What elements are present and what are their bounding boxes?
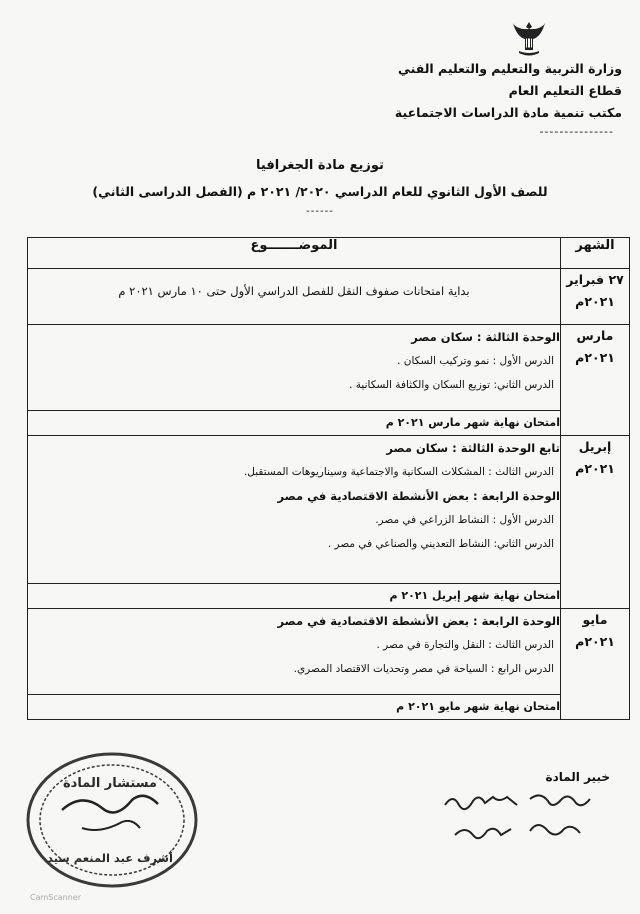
table-header-row <box>28 238 630 269</box>
lesson-item: الدرس الأول : النشاط الزراعي في مصر. <box>375 514 554 526</box>
month-column-header: الشهر <box>561 238 630 269</box>
expert-signatures <box>435 785 605 855</box>
official-stamp <box>22 748 202 893</box>
curriculum-table <box>27 237 630 720</box>
ministry-header <box>395 58 622 140</box>
topic-cell-march <box>28 325 561 411</box>
topic-cell-february <box>28 269 561 325</box>
month-year: ٢٠٢١م <box>575 350 615 365</box>
month-year: ٢٠٢١م <box>575 294 615 309</box>
title-divider: ------ <box>306 206 334 217</box>
month-year: ٢٠٢١م <box>575 634 615 649</box>
month-label: ٢٧ فبراير <box>566 272 624 287</box>
document-title: توزيع مادة الجغرافيا <box>256 158 384 173</box>
unit-heading: الوحدة الثالثة : سكان مصر <box>411 330 560 344</box>
office-name: مكتب تنمية مادة الدراسات الاجتماعية <box>394 105 622 120</box>
exam-row-may <box>28 695 630 720</box>
table-row-april <box>28 436 630 584</box>
topic-column-header: الموضـــــــوع <box>28 238 561 269</box>
stamp-name: أشرف عبد المنعم سيد <box>47 851 173 865</box>
exam-cell-may: امتحان نهاية شهر مايو ٢٠٢١ م <box>28 695 561 720</box>
month-cell-february <box>561 269 630 325</box>
table-row-february <box>28 269 630 325</box>
month-cell-march <box>561 325 630 436</box>
lesson-item: الدرس الثالث : النقل والتجارة في مصر . <box>376 639 554 651</box>
exam-cell-april: امتحان نهاية شهر إبريل ٢٠٢١ م <box>28 584 561 609</box>
month-label: إبريل <box>578 439 612 454</box>
unit-heading: تابع الوحدة الثالثة : سكان مصر <box>386 441 560 455</box>
sector-name: قطاع التعليم العام <box>508 83 622 98</box>
ministry-name: وزارة التربية والتعليم والتعليم الفني <box>397 61 622 76</box>
exam-row-march <box>28 411 630 436</box>
subject-expert-label: خبير المادة <box>545 770 610 784</box>
month-cell-april <box>561 436 630 609</box>
lesson-item: الدرس الأول : نمو وتركيب السكان . <box>397 355 554 367</box>
document-subtitle: للصف الأول الثانوي للعام الدراسي ٢٠٢٠/ ٢٠٢١ م (الفصل الدراسى الثاني) <box>92 184 548 199</box>
month-label: مارس <box>576 328 614 343</box>
lesson-item: الدرس الثاني: النشاط التعديني والصناعي في مصر . <box>327 538 554 550</box>
month-label: مايو <box>582 612 608 627</box>
topic-cell-may <box>28 609 561 695</box>
lesson-item: الدرس الثاني: توزيع السكان والكثافة السكانية . <box>349 379 554 391</box>
exam-cell-march: امتحان نهاية شهر مارس ٢٠٢١ م <box>28 411 561 436</box>
unit-heading: الوحدة الرابعة : بعض الأنشطة الاقتصادية في مصر <box>277 614 560 628</box>
month-year: ٢٠٢١م <box>575 461 615 476</box>
unit-heading: الوحدة الرابعة : بعض الأنشطة الاقتصادية في مصر <box>277 489 560 503</box>
header-divider: --------------- <box>539 125 614 138</box>
exam-period-note: بداية امتحانات صفوف النقل للفصل الدراسي الأول حتى ١٠ مارس ٢٠٢١ م <box>118 284 470 298</box>
lesson-item: الدرس الثالث : المشكلات السكانية والاجتماعية وسيناريوهات المستقبل. <box>243 466 554 478</box>
exam-row-april <box>28 584 630 609</box>
month-cell-may <box>561 609 630 720</box>
table-row-may <box>28 609 630 695</box>
stamp-title: مستشار المادة <box>63 776 157 791</box>
lesson-item: الدرس الرابع : السياحة في مصر وتحديات الاقتصاد المصري. <box>293 663 554 675</box>
eagle-emblem-icon <box>512 20 546 58</box>
table-row-march <box>28 325 630 411</box>
topic-cell-april <box>28 436 561 584</box>
scanner-watermark: CamScanner <box>30 893 82 902</box>
